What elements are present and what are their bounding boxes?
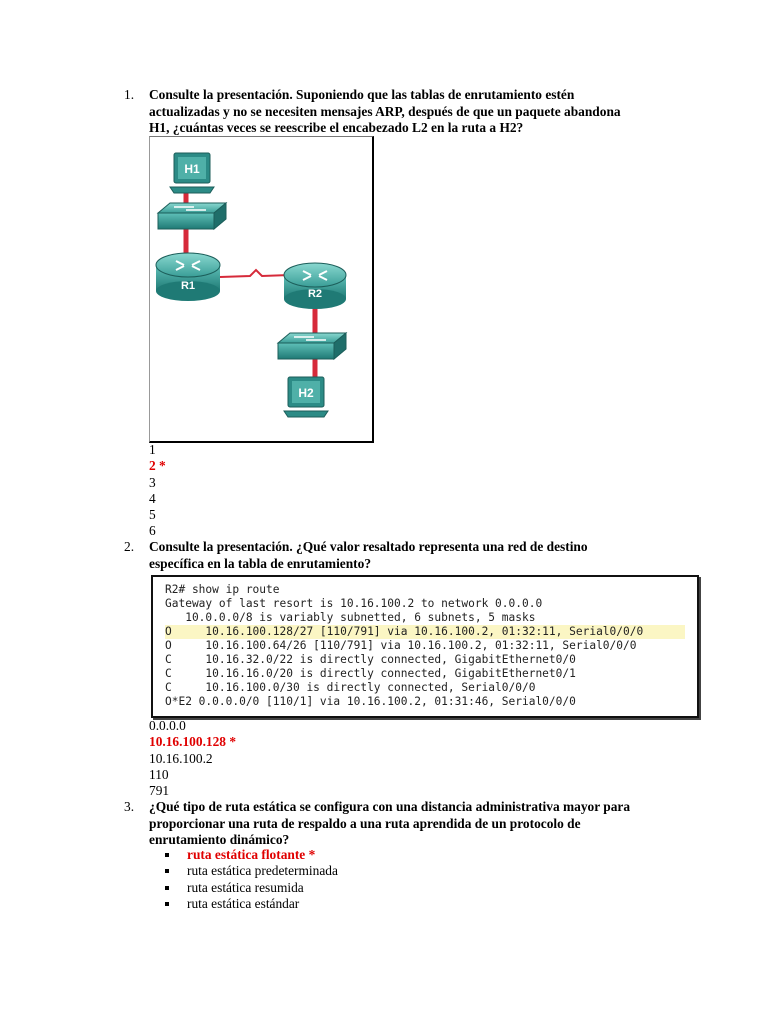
bullet-item	[163, 863, 338, 879]
answer-list-q3	[163, 847, 338, 912]
answer-option: ruta estática predeterminada	[187, 863, 338, 879]
bullet-square-icon	[165, 853, 169, 857]
router-r1-label: R1	[180, 280, 196, 292]
routing-line: C 10.16.100.0/30 is directly connected, Serial0/0/0	[165, 681, 536, 694]
answer-option: 791	[149, 783, 170, 799]
question-number: 3.	[124, 799, 135, 814]
bullet-item	[163, 896, 338, 912]
question-text: Consulte la presentación. Suponiendo que las tablas de enrutamiento estén actualizadas y no se necesiten mensajes ARP, después de que un paquete abandona H1, ¿cuántas veces se reescribe el encabezado L2 en la ruta a H2?	[149, 87, 621, 135]
host-h2-label: H2	[298, 386, 314, 400]
routing-line: C 10.16.16.0/20 is directly connected, GigabitEthernet0/1	[165, 667, 576, 680]
question-text: ¿Qué tipo de ruta estática se configura con una distancia administrativa mayor para proporcionar una ruta de respaldo a una ruta aprendida de un protocolo de enrutamiento dinámico?	[149, 799, 631, 847]
question-3	[124, 799, 644, 849]
routing-line: R2# show ip route	[165, 583, 280, 596]
host-h1-icon	[170, 153, 214, 193]
bullet-square-icon	[165, 886, 169, 890]
bullet-item	[163, 880, 338, 896]
routing-line: O*E2 0.0.0.0/0 [110/1] via 10.16.100.2, 01:31:46, Serial0/0/0	[165, 695, 576, 708]
answer-option: 110	[149, 766, 169, 782]
answer-option: 1	[149, 442, 156, 457]
question-number: 1.	[124, 87, 135, 102]
answer-option-correct: 2 *	[149, 458, 166, 474]
answer-option: 6	[149, 523, 156, 539]
router-r1-icon	[156, 253, 220, 301]
routing-table-exhibit	[151, 575, 699, 718]
answer-option-correct: 10.16.100.128 *	[149, 734, 237, 750]
routing-line-highlighted: O 10.16.100.128/27 [110/791] via 10.16.100.2, 01:32:11, Serial0/0/0	[165, 625, 685, 639]
host-h1-label: H1	[184, 162, 200, 176]
bullet-square-icon	[165, 869, 169, 873]
bullet-item	[163, 847, 338, 863]
question-number: 2.	[124, 539, 135, 554]
answer-option: ruta estática resumida	[187, 879, 304, 895]
routing-line: Gateway of last resort is 10.16.100.2 to network 0.0.0.0	[165, 597, 543, 610]
router-r2-label: R2	[307, 288, 323, 300]
routing-line: O 10.16.100.64/26 [110/791] via 10.16.100.2, 01:32:11, Serial0/0/0	[165, 639, 637, 652]
question-text: Consulte la presentación. ¿Qué valor resaltado representa una red de destino específica en la tabla de enrutamiento?	[149, 539, 588, 571]
question-1	[124, 87, 644, 137]
answer-option: 3	[149, 474, 156, 490]
routing-line: C 10.16.32.0/22 is directly connected, GigabitEthernet0/0	[165, 653, 576, 666]
bullet-square-icon	[165, 902, 169, 906]
answer-list-q1	[149, 442, 166, 540]
answer-option-correct: ruta estática flotante *	[187, 847, 316, 862]
link-r1-r2-serial	[220, 270, 290, 277]
answer-option: 10.16.100.2	[149, 750, 213, 766]
question-2	[124, 539, 644, 572]
answer-option: 4	[149, 490, 156, 506]
network-topology-figure	[149, 136, 374, 443]
routing-line: 10.0.0.0/8 is variably subnetted, 6 subnets, 5 masks	[165, 611, 536, 624]
answer-option: 5	[149, 507, 156, 523]
switch-1-icon	[158, 203, 226, 229]
host-h2-icon	[284, 377, 328, 417]
answer-option: 0.0.0.0	[149, 718, 186, 733]
answer-list-q2	[149, 718, 236, 799]
switch-2-icon	[278, 333, 346, 359]
answer-option: ruta estática estándar	[187, 895, 300, 911]
router-r2-icon	[284, 263, 346, 309]
